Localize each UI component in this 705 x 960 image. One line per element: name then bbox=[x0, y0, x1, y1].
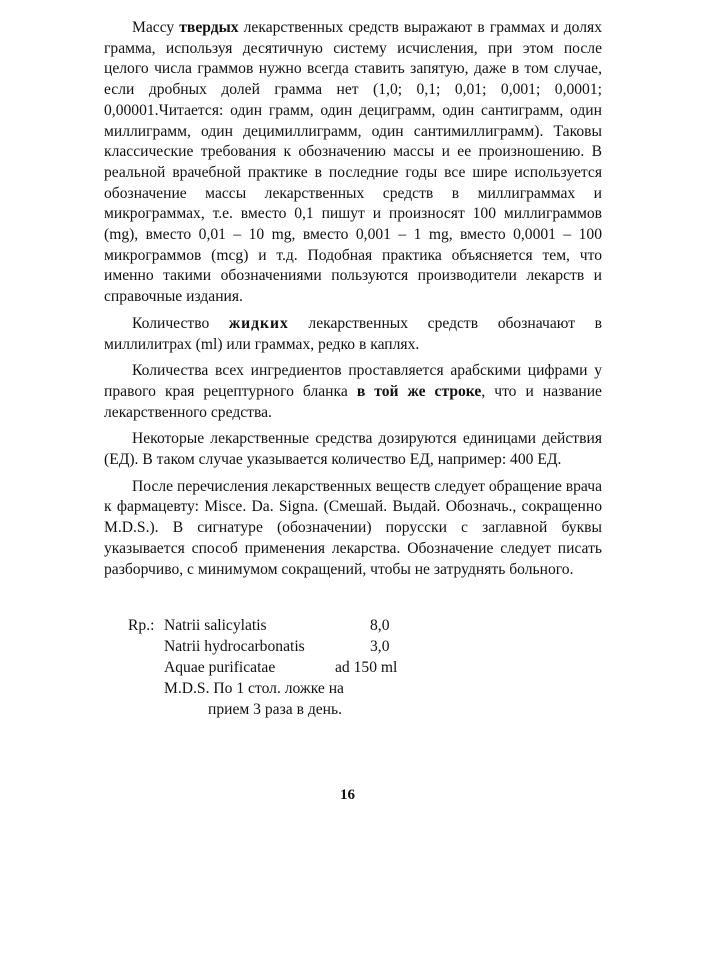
bold-term: в той же строке bbox=[356, 382, 482, 400]
signa-line-2 bbox=[128, 699, 428, 720]
recipe-line-1 bbox=[128, 615, 428, 636]
bold-term: жидких bbox=[228, 314, 289, 332]
paragraph-ingredients bbox=[104, 361, 602, 423]
text-segment: Некоторые лекарственные средства дозируются единицами действия (ЕД). В таком случае указывается количество ЕД, например: 400 ЕД. bbox=[104, 430, 602, 469]
signa-text: M.D.S. По 1 стол. ложке на bbox=[164, 680, 344, 697]
text-segment: лекарственных средств выражают в граммах и долях грамма, используя десятичную систему исчисления, при этом после целого числа граммов нужно всегда ставить запятую, даже в том случае, если дробных долей грамма нет (1,0; 0,1; 0,01; 0,001; 0,0001; 0,00001.Читается: один грамм, один дециграмм, один сантиграмм, один миллиграмм, один децимиллиграмм, один сантимиллиграмм). Таковы классические требования к обозначению массы и ее произношению. В реальной врачебной практике в последние годы все шире используется обозначение массы лекарственных средств в миллиграммах и микрограммах, т.е. вместо 0,1 пишут и произносят 100 миллиграммов (mg), вместо 0,01 – 10 mg, вместо 0,001 – 1 mg, вместо 0,0001 – 100 микрограммов (mcg) и т.д. Подобная практика объясняется тем, что именно такими обозначениями пользуются производители лекарств и справочные издания. bbox=[104, 19, 602, 306]
page-number: 16 bbox=[340, 787, 355, 803]
prescription-example bbox=[128, 615, 428, 720]
signa-line-1 bbox=[128, 678, 428, 699]
text-segment: Количество bbox=[132, 314, 229, 332]
text-segment: Количества всех ингредиентов проставляется арабскими цифрами у правого края рецептурного бланка bbox=[104, 362, 602, 400]
recipe-line-3 bbox=[128, 657, 428, 678]
paragraph-signa bbox=[104, 477, 602, 581]
text-segment: Массу bbox=[132, 19, 180, 36]
ingredient-qty: 3,0 bbox=[370, 638, 390, 655]
recipe-line-2 bbox=[128, 636, 428, 657]
text-segment: лекарственных средств обозначают в миллилитрах (ml) или граммах, редко в каплях. bbox=[104, 314, 602, 353]
document-body bbox=[104, 18, 602, 586]
ingredient-qty: 8,0 bbox=[370, 617, 390, 634]
ingredient-name: Natrii hydrocarbonatis bbox=[164, 638, 305, 655]
text-segment: , что и название лекарственного средства. bbox=[104, 382, 602, 421]
text-segment: После перечисления лекарственных веществ следует обращение врача к фармацевту: Misce. Da. Signa. (Смешай. Выдай. Обозначь., сокращенно M.D.S.). В сигнатуре (обозначении) порусски с заглавной буквы указывается способ применения лекарства. Обозначение следует писать разборчиво, с минимумом сокращений, чтобы не затруднять больного. bbox=[104, 477, 602, 578]
ingredient-name: Aquae purificatae bbox=[164, 659, 276, 676]
rp-label: Rp.: bbox=[128, 617, 155, 634]
paragraph-mass bbox=[104, 18, 602, 308]
signa-text-continued: прием 3 раза в день. bbox=[208, 701, 343, 718]
bold-term: твердых bbox=[179, 19, 239, 36]
paragraph-units bbox=[104, 429, 602, 470]
ingredient-name: Natrii salicylatis bbox=[164, 617, 267, 634]
paragraph-liquids bbox=[104, 314, 602, 355]
ingredient-qty: ad 150 ml bbox=[335, 659, 398, 676]
